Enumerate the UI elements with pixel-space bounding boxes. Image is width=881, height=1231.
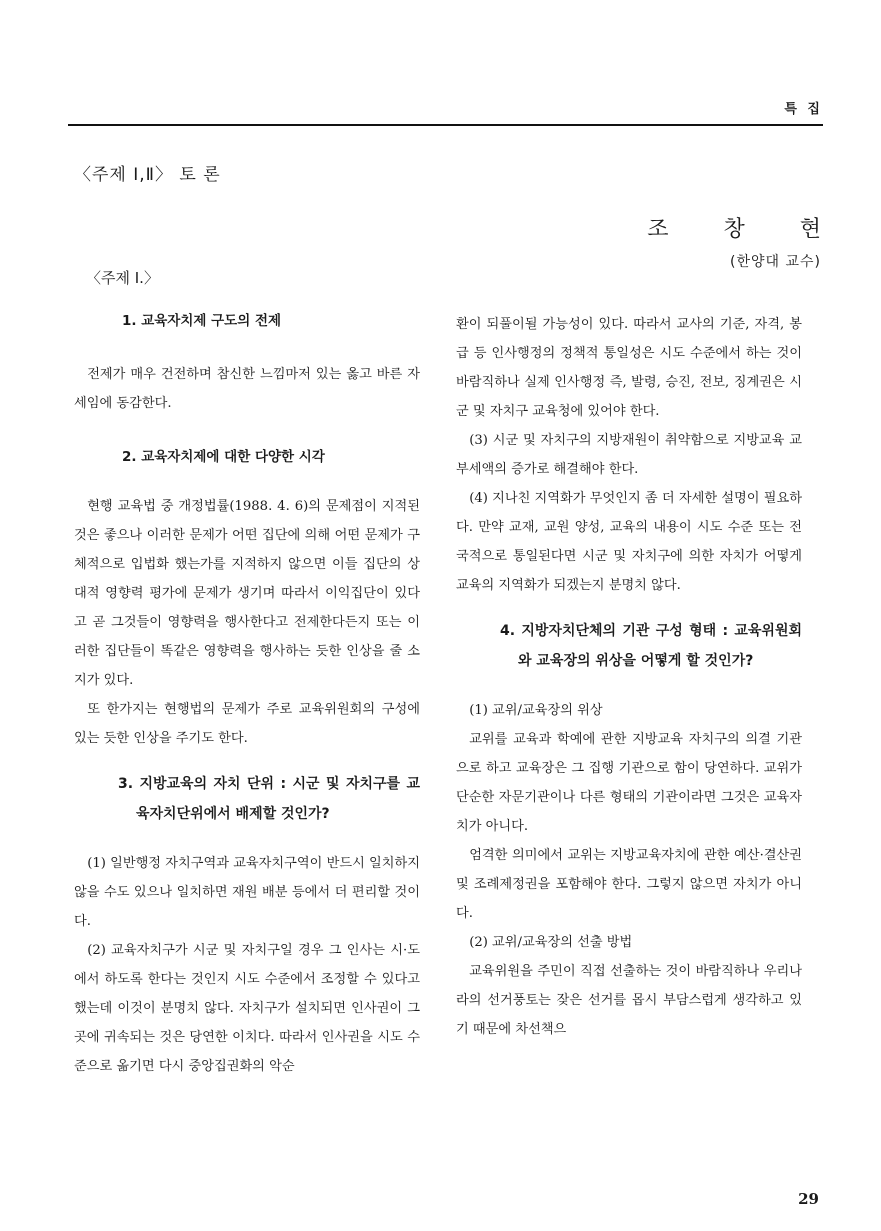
paragraph: 또 한가지는 현행법의 문제가 주로 교육위원회의 구성에 있는 듯한 인상을 주기도 한다. (74, 702, 420, 746)
paragraph: (2) 교육자치구가 시군 및 자치구일 경우 그 인사는 시·도에서 하도록 한다는 것인지 시도 수준에서 조정할 수 있다고 했는데 이것이 분명치 않다. 자치구가 설치되면 인사권이 그 곳에 귀속되는 것은 당연한 이치다. 따라서 인사권을 시도 수준으로 옮기면 다시 중앙집권화의 악순 (74, 943, 420, 1074)
paragraph: 현행 교육법 중 개정법률(1988. 4. 6)의 문제점이 지적된 것은 좋으나 이러한 문제가 어떤 집단에 의해 어떤 문제가 구체적으로 입법화 했는가를 지적하지 않으면 이들 집단의 상대적 영향력 평가에 문제가 생기며 따라서 이익집단이 있다고 곧 그것들이 영향력을 행사한다고 전제한다든지 또는 이러한 집단들이 똑같은 영향력을 행사하는 듯한 인상을 줄 소지가 있다. (74, 499, 420, 688)
heading-1: 1. 교육자치제 구도의 전제 (122, 313, 282, 329)
paragraph: (3) 시군 및 자치구의 지방재원이 취약함으로 지방교육 교부세액의 증가로 해결해야 한다. (456, 433, 802, 477)
right-column (456, 310, 802, 1044)
paragraph: (1) 교위/교육장의 위상 (469, 703, 603, 718)
paragraph: 환이 되풀이될 가능성이 있다. 따라서 교사의 기준, 자격, 봉급 등 인사행정의 정책적 통일성은 시도 수준에서 하는 것이 바람직하나 실제 인사행정 즉, 발령, 승진, 전보, 징계권은 시군 및 자치구 교육청에 있어야 한다. (456, 317, 802, 419)
paragraph: (1) 일반행정 자치구역과 교육자치구역이 반드시 일치하지 않을 수도 있으나 일치하면 재원 배분 등에서 더 편리할 것이다. (74, 856, 420, 929)
heading-4: 4. 지방자치단체의 기관 구성 형태 : 교육위원회와 교육장의 위상을 어떻게 할 것인가? (500, 623, 802, 669)
paragraph: 교육위원을 주민이 직접 선출하는 것이 바람직하나 우리나라의 선거풍토는 잦은 선거를 몹시 부담스럽게 생각하고 있기 때문에 차선책으 (456, 964, 802, 1037)
page-number: 29 (798, 1190, 819, 1208)
paragraph: (4) 지나친 지역화가 무엇인지 좀 더 자세한 설명이 필요하다. 만약 교재, 교원 양성, 교육의 내용이 시도 수준 또는 전국적으로 통일된다면 시군 및 자치구에 의한 자치가 어떻게 교육의 지역화가 되겠는지 분명치 않다. (456, 491, 802, 593)
left-column (74, 262, 420, 1081)
section-title: 〈주제 Ⅰ,Ⅱ〉 토 론 (74, 165, 221, 185)
paragraph: 전제가 매우 건전하며 참신한 느낌마저 있는 옳고 바른 자세임에 동감한다. (74, 367, 420, 411)
paragraph: 교위를 교육과 학예에 관한 지방교육 자치구의 의결 기관으로 하고 교육장은 그 집행 기관으로 함이 당연하다. 교위가 단순한 자문기관이나 다른 형태의 기관이라면 그것은 교육자치가 아니다. (456, 732, 802, 834)
paragraph: 엄격한 의미에서 교위는 지방교육자치에 관한 예산·결산권 및 조례제정권을 포함해야 한다. 그렇지 않으면 자치가 아니다. (456, 848, 802, 921)
heading-2: 2. 교육자치제에 대한 다양한 시각 (122, 449, 325, 465)
heading-3: 3. 지방교육의 자치 단위 : 시군 및 자치구를 교육자치단위에서 배제할 것인가? (118, 776, 420, 822)
subtheme-heading: 〈주제 Ⅰ.〉 (86, 269, 159, 287)
author-affiliation: (한양대 교수) (730, 254, 821, 270)
author-block (647, 212, 845, 271)
author-name: 조 창 현 (647, 217, 845, 242)
section-tag: 특 집 (784, 102, 823, 117)
paragraph: (2) 교위/교육장의 선출 방법 (469, 935, 633, 950)
header-rule (68, 124, 823, 126)
